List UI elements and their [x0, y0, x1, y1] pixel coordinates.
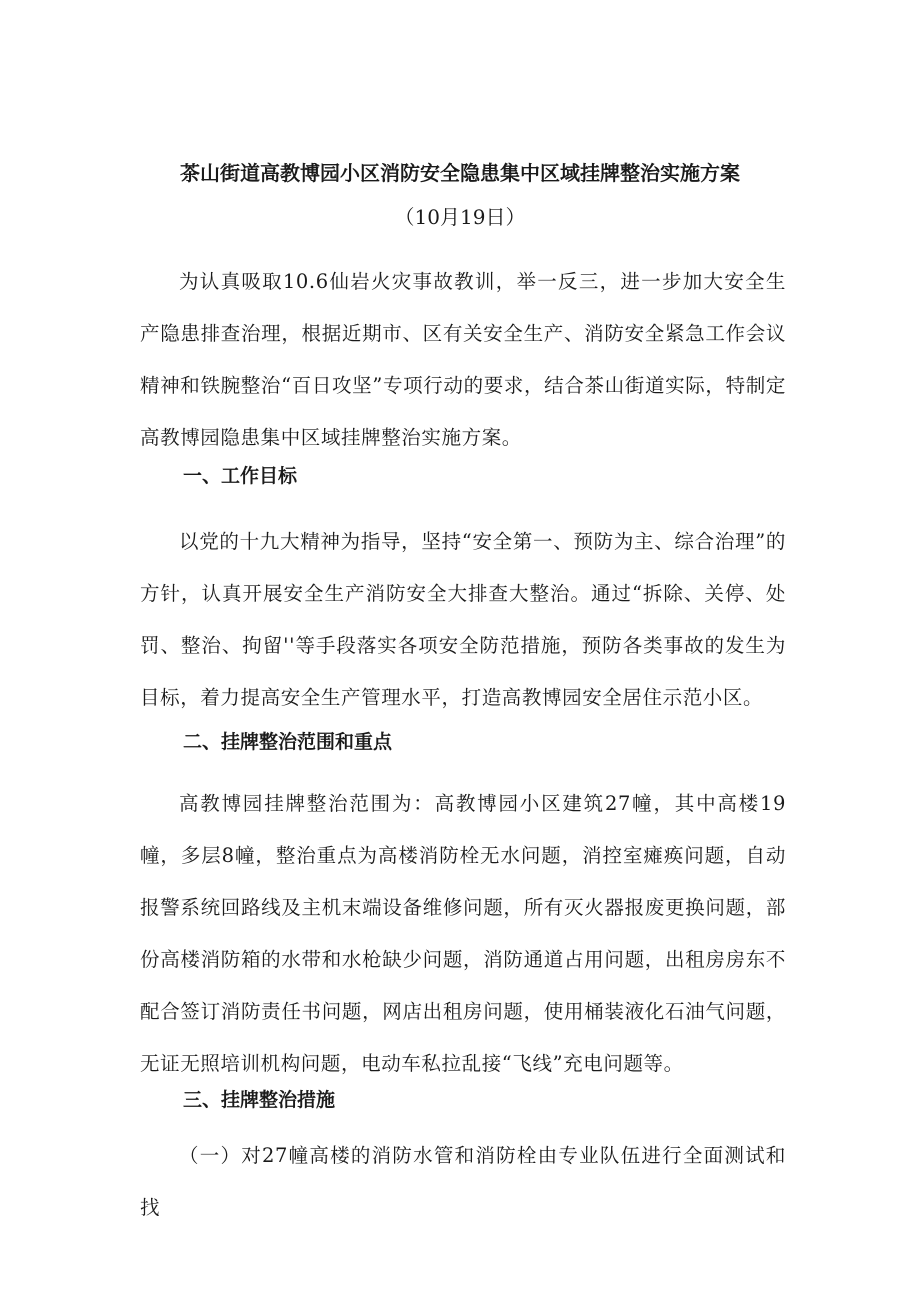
- section-heading-scope: 二、挂牌整治范围和重点: [183, 731, 393, 753]
- section-heading-measures: 三、挂牌整治措施: [183, 1089, 336, 1111]
- intro-paragraph: 为认真吸取10.6仙岩火灾事故教训，举一反三，进一步加大安全生产隐患排查治理，根据近期市、区有关安全生产、消防安全紧急工作会议精神和铁腕整治“百日攻坚”专项行动的要求，结合茶山街道实际，特制定高教博园隐患集中区域挂牌整治实施方案。: [140, 270, 786, 449]
- section-body-measures: （一）对27幢高楼的消防水管和消防栓由专业队伍进行全面测试和找: [140, 1144, 786, 1219]
- document-title: 茶山街道高教博园小区消防安全隐患集中区域挂牌整治实施方案: [180, 161, 740, 186]
- section-body-work-goals: 以党的十九大精神为指导，坚持“安全第一、预防为主、综合治理”的方针，认真开展安全生产消防安全大排查大整治。通过“拆除、关停、处罚、整治、拘留''等手段落实各项安全防范措施，预防各类事故的发生为目标，着力提高安全生产管理水平，打造高教博园安全居住示范小区。: [140, 530, 786, 709]
- document-date: （10月19日）: [394, 205, 526, 229]
- section-body-scope: 高教博园挂牌整治范围为：高教博园小区建筑27幢，其中高楼19幢，多层8幢，整治重点为高楼消防栓无水问题，消控室瘫痪问题，自动报警系统回路线及主机末端设备维修问题，所有灭火器报废更换问题，部份高楼消防箱的水带和水枪缺少问题，消防通道占用问题，出租房房东不配合签订消防责任书问题，网店出租房问题，使用桶装液化石油气问题，无证无照培训机构问题，电动车私拉乱接“飞线”充电问题等。: [140, 792, 786, 1075]
- section-heading-work-goals: 一、工作目标: [183, 465, 298, 487]
